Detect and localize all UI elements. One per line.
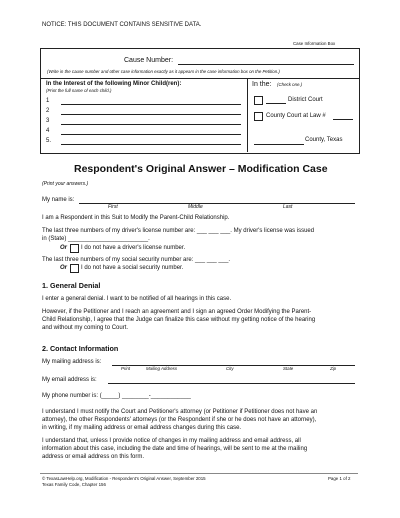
district-court-field[interactable] (266, 103, 286, 104)
footer-left-line-2: Texas Family Code, Chapter 156 (42, 482, 106, 487)
county-field[interactable] (254, 144, 304, 145)
child-number-2: 2 (46, 108, 50, 114)
child-name-field-3[interactable] (61, 124, 241, 125)
case-box-column-divider (247, 78, 248, 152)
case-box-divider (40, 78, 359, 79)
district-court-checkbox[interactable] (254, 96, 263, 105)
county-court-checkbox[interactable] (254, 112, 263, 121)
child-name-field-5[interactable] (61, 144, 241, 145)
cause-number-field[interactable] (178, 64, 354, 65)
county-court-number-field[interactable] (333, 119, 353, 120)
no-ssn-checkbox[interactable] (70, 264, 79, 273)
cause-number-label: Cause Number: (124, 57, 174, 64)
address-part-print: Print (121, 366, 131, 371)
page-number: Page 1 of 2 (328, 476, 351, 481)
notify-line-2: attorney), the other Respondents' attorneys (or the Respondent if she or he does not have an attorney), (42, 417, 317, 423)
no-license-label: I do not have a driver's license number. (81, 245, 186, 251)
agreement-line-3: and without my coming to Court. (42, 325, 129, 331)
name-part-middle: Middle (188, 204, 203, 210)
understand-line-3: address or email address on this form. (42, 454, 145, 460)
page-title: Respondent's Original Answer – Modification Case (74, 163, 328, 175)
footer-left-line-1: © TexasLawHelp.org, Modification - Respondent's Original Answer, September 2015 (42, 476, 206, 481)
ssn-line: The last three numbers of my social security number are: ___ ___ ___. (42, 257, 231, 263)
child-name-field-2[interactable] (61, 114, 241, 115)
children-instruction: (Print the full name of each child.) (46, 88, 112, 93)
understand-line-1: I understand that, unless I provide notice of changes in my mailing address and email address, all (42, 438, 301, 444)
notice-text: NOTICE: THIS DOCUMENT CONTAINS SENSITIVE DATA. (42, 22, 202, 28)
license-line-2: in (State) ________________________. (42, 236, 150, 242)
or-label-ssn: Or (60, 265, 68, 271)
license-line-1: The last three numbers of my driver's license number are: ___ ___ ___. My driver's license was issued (42, 228, 315, 234)
agreement-line-1: However, if the Petitioner and I reach an agreement and I sign an agreed Order Modifying the Parent- (42, 309, 312, 315)
county-texas-label: County, Texas (305, 137, 343, 143)
cause-instruction: (Write in the cause number and other case information exactly as it appears in the case information box on the Petition.) (47, 69, 280, 74)
address-part-state: State (283, 366, 294, 371)
section1-heading: 1. General Denial (42, 281, 101, 290)
address-part-zip: Zip (330, 366, 337, 371)
email-field[interactable] (108, 383, 355, 384)
no-license-checkbox[interactable] (70, 244, 79, 253)
name-part-first: First (108, 204, 118, 210)
mailing-label: My mailing address is: (42, 359, 102, 365)
notify-line-1: I understand I must notify the Court and Petitioner's attorney (or Petitioner if Petitioner does not have an (42, 409, 318, 415)
general-denial-text: I enter a general denial. I want to be notified of all hearings in this case. (42, 296, 232, 302)
in-the-label: In the: (252, 81, 272, 88)
district-court-label: District Court (288, 97, 323, 103)
child-name-field-4[interactable] (61, 134, 241, 135)
child-name-field-1[interactable] (61, 104, 241, 105)
footer-divider (40, 473, 358, 474)
case-info-box-label: Case Information Box (293, 41, 336, 46)
email-label: My email address is: (42, 377, 97, 383)
check-one-label: (Check one.) (277, 82, 303, 87)
agreement-line-2: Child Relationship, I agree that the Judge can finalize this case without my getting notice of the hearing (42, 317, 316, 323)
no-ssn-label: I do not have a social security number. (81, 265, 184, 271)
county-court-label: County Court at Law # (266, 113, 326, 119)
or-label-license: Or (60, 245, 68, 251)
name-part-last: Last (283, 204, 293, 210)
children-heading: In the Interest of the following Minor Child(ren): (46, 81, 182, 87)
child-number-5: 5. (46, 138, 52, 144)
address-part-mailing: Mailing Address (146, 366, 178, 371)
respondent-statement: I am a Respondent in this Suit to Modify the Parent-Child Relationship. (42, 215, 230, 221)
notify-line-3: in writing, if my mailing address or email address changes during this case. (42, 425, 242, 431)
name-label: My name is: (42, 197, 75, 203)
phone-label: My phone number is: (_____) ________-____________ (42, 393, 191, 399)
address-part-city: City (226, 366, 234, 371)
child-number-1: 1 (46, 98, 50, 104)
understand-line-2: information about this case, including the date and time of hearings, will be sent to me at the mailing (42, 446, 308, 452)
name-field[interactable] (79, 203, 355, 204)
child-number-4: 4 (46, 128, 50, 134)
print-answers-note: (Print your answers.) (42, 181, 89, 187)
child-number-3: 3 (46, 118, 50, 124)
section2-heading: 2. Contact Information (42, 344, 119, 353)
